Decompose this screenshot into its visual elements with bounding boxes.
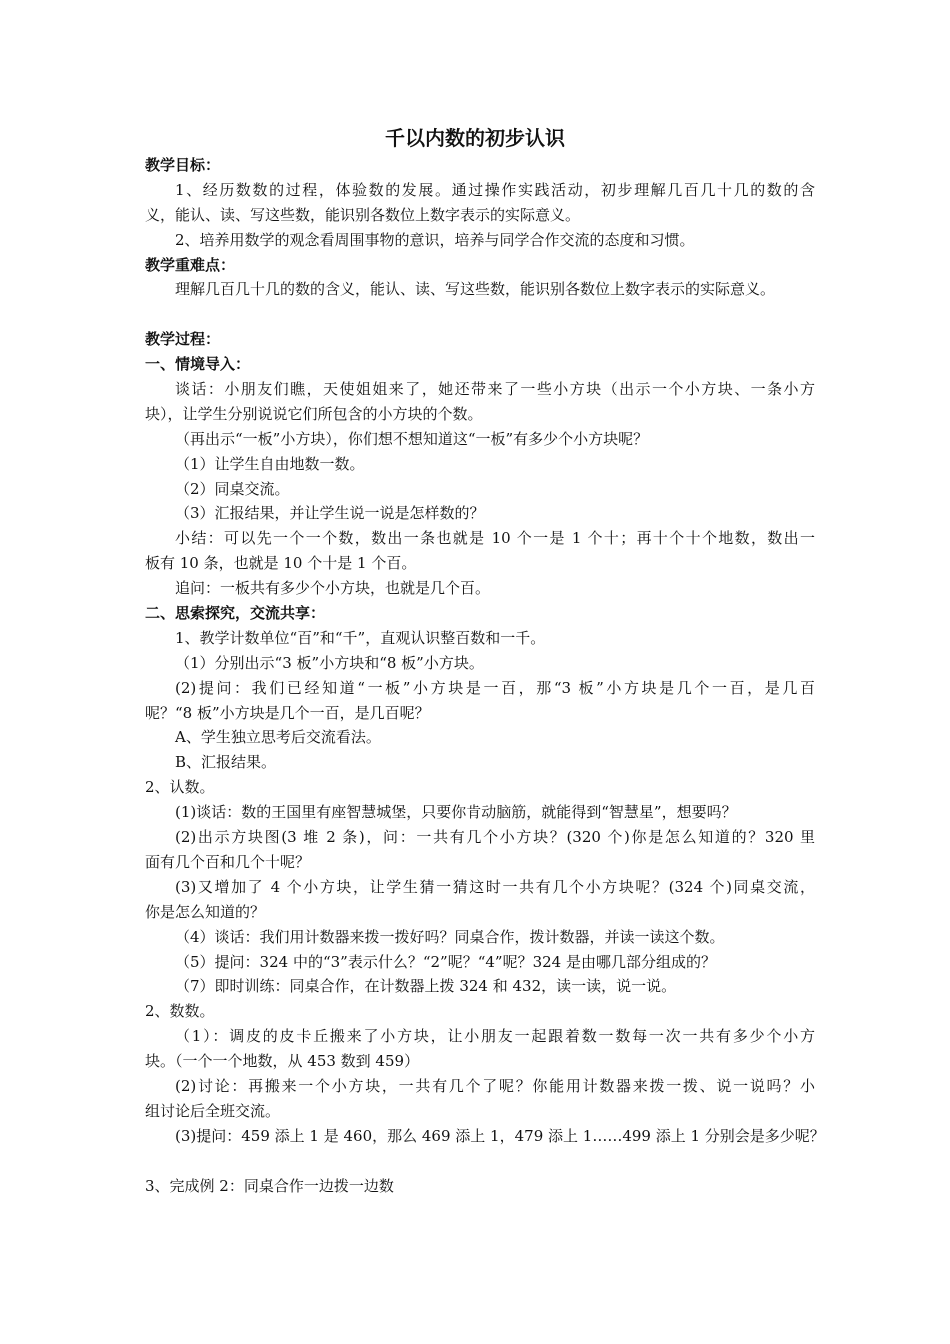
paragraph-line: （7）即时训练：同桌合作，在计数器上拨 324 和 432，读一读，说一说。 xyxy=(175,977,677,996)
paragraph-line: （5）提问：324 中的“3”表示什么？“2”呢？“4”呢？324 是由哪几部分组成的？ xyxy=(175,952,716,971)
blank-line xyxy=(145,302,815,327)
document-body xyxy=(145,153,825,1198)
part-heading-1: 一、情境导入： xyxy=(145,355,251,374)
part-heading-2: 二、思索探究，交流共享： xyxy=(145,604,326,623)
paragraph-line: （1）分别出示“3 板”小方块和“8 板”小方块。 xyxy=(175,653,484,672)
paragraph-line xyxy=(145,825,815,850)
paragraph-line xyxy=(145,526,815,551)
section-heading-process: 教学过程： xyxy=(145,330,221,349)
text-line: 小结：可以先一个一个数，数出一条也就是 10 个一是 1 个十；再十个十个地数，数出一 xyxy=(175,529,815,548)
paragraph-line: 2、培养用数学的观念看周围事物的意识，培养与同学合作交流的态度和习惯。 xyxy=(175,230,695,249)
page-title: 千以内数的初步认识 xyxy=(385,126,565,150)
text-line: (3)又增加了 4 个小方块，让学生猜一猜这时一共有几个小方块呢？(324 个)同桌交流， xyxy=(175,877,815,896)
text-line: （1）：调皮的皮卡丘搬来了小方块，让小朋友一起跟着数一数每一次一共有多少个小方 xyxy=(175,1027,815,1046)
paragraph-line xyxy=(145,1024,815,1049)
paragraph-line: 义，能认、读、写这些数，能识别各数位上数字表示的实际意义。 xyxy=(145,205,581,224)
paragraph-line: 2、认数。 xyxy=(145,778,215,797)
paragraph-line: （2）同桌交流。 xyxy=(175,479,290,498)
paragraph-line: 2、数数。 xyxy=(145,1002,215,1021)
paragraph-line: 理解几百几十几的数的含义，能认、读、写这些数，能识别各数位上数字表示的实际意义。 xyxy=(175,280,776,299)
paragraph-line: 板有 10 条，也就是 10 个十是 1 个百。 xyxy=(145,554,417,573)
section-heading-goals: 教学目标： xyxy=(145,156,221,174)
blank-line xyxy=(145,1149,815,1174)
paragraph-line: 组讨论后全班交流。 xyxy=(145,1101,281,1120)
paragraph-line xyxy=(145,1074,815,1099)
paragraph-line xyxy=(145,178,815,203)
paragraph-line: (1)谈话：数的王国里有座智慧城堡，只要你肯动脑筋，就能得到“智慧星”，想要吗？ xyxy=(175,803,737,822)
paragraph-line xyxy=(145,875,815,900)
paragraph-line: 1、教学计数单位“百”和“千”，直观认识整百数和一千。 xyxy=(175,628,546,647)
text-line: (2)讨论：再搬来一个小方块，一共有几个了呢？你能用计数器来拨一拨、说一说吗？小 xyxy=(175,1076,815,1095)
paragraph-line: B、汇报结果。 xyxy=(175,753,277,772)
paragraph-line: （再出示“一板”小方块），你们想不想知道这“一板”有多少个小方块呢？ xyxy=(175,429,649,448)
paragraph-line: A、学生独立思考后交流看法。 xyxy=(175,728,381,747)
text-line: (2)出示方块图(3 堆 2 条)，问：一共有几个小方块？(320 个)你是怎么知道的？320 里 xyxy=(175,828,815,847)
paragraph-line: 面有几个百和几个十呢？ xyxy=(145,852,311,871)
paragraph-line: 你是怎么知道的？ xyxy=(145,902,266,921)
paragraph-line: 呢？“8 板”小方块是几个一百，是几百呢？ xyxy=(145,703,430,722)
paragraph-line: （1）让学生自由地数一数。 xyxy=(175,454,365,473)
paragraph-line: 3、完成例 2：同桌合作一边拨一边数 xyxy=(145,1176,394,1195)
paragraph-line: （3）汇报结果，并让学生说一说是怎样数的？ xyxy=(175,504,485,523)
paragraph-line xyxy=(145,676,815,701)
paragraph-line: （4）谈话：我们用计数器来拨一拨好吗？同桌合作，拨计数器，并读一读这个数。 xyxy=(175,927,725,946)
paragraph-line: 块。（一个一个地数，从 453 数到 459） xyxy=(145,1052,420,1071)
section-heading-key: 教学重难点： xyxy=(145,255,236,274)
paragraph-line xyxy=(145,377,815,402)
paragraph-line: 块），让学生分别说说它们所包含的小方块的个数。 xyxy=(145,404,483,423)
paragraph-line: (3)提问：459 添上 1 是 460，那么 469 添上 1，479 添上 1……499 添上 1 分别会是多少呢？ xyxy=(175,1126,825,1145)
text-line: 1、经历数数的过程，体验数的发展。通过操作实践活动，初步理解几百几十几的数的含 xyxy=(175,180,815,199)
paragraph-line: 追问：一板共有多少个小方块，也就是几个百。 xyxy=(175,579,491,598)
text-line: 谈话：小朋友们瞧，天使姐姐来了，她还带来了一些小方块（出示一个小方块、一条小方 xyxy=(175,380,815,399)
text-line: (2)提问：我们已经知道“一板”小方块是一百，那“3 板”小方块是几个一百，是几百 xyxy=(175,678,815,697)
